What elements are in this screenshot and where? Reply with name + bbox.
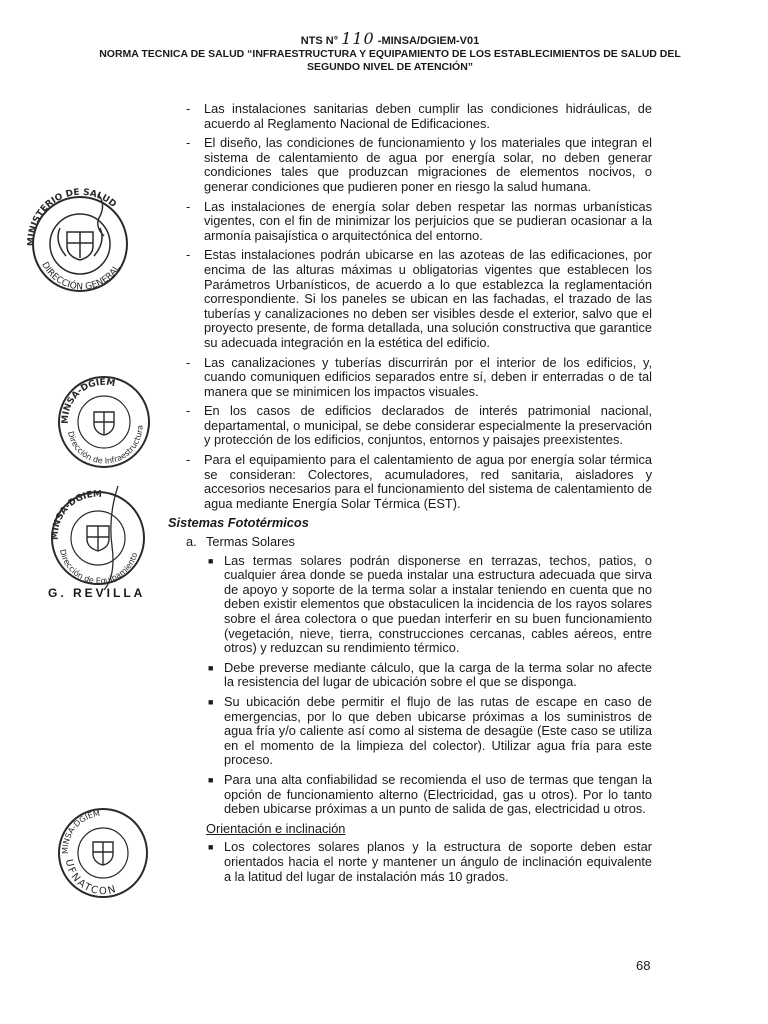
svg-text:MINSA-DGIEM — [51, 490, 102, 540]
document-body — [168, 101, 652, 889]
list-item-text: Debe preverse mediante cálculo, que la carga de la terma solar no afecte la resistencia del lugar de ubicación sobre el que se disponga. — [224, 659, 652, 690]
list-item-text: Estas instalaciones podrán ubicarse en las azoteas de las edificaciones, por encima de las alturas máximas u obligatorias vigentes que establecen los Parámetros Urbanísticos, de acuerdo a lo que establezca la reglamentación correspondiente. Si los paneles se ubican en las fachadas, el trazado de las tuberías y canalizaciones no deben ser visibles desde el exterior, salvo que el proyecto presente, de forma detallada, una solución constructiva que garantice su adecuada integración en la estética del edificio. — [204, 247, 652, 350]
coat-of-arms-icon — [94, 412, 114, 435]
document-header — [90, 29, 690, 74]
stamp2-bottom-text: Dirección de Infraestructura — [65, 424, 145, 466]
stamp1-bottom-text: DIRECCIÓN GENERAL — [39, 260, 123, 293]
page-number: 68 — [636, 958, 651, 973]
subsection-title: Termas Solares — [206, 534, 295, 550]
norm-code-suffix: -MINSA/DGIEM-V01 — [377, 35, 480, 47]
norm-code — [90, 29, 690, 48]
list-item: - Las instalaciones sanitarias deben cumplir las condiciones hidráulicas, de acuerdo al Reglamento Nacional de Edificaciones. — [186, 101, 652, 131]
list-item-text: En los casos de edificios declarados de interés patrimonial nacional, departamental, o municipal, se debe considerar especialmente la preservación y protección de los edificios, conjuntos, entornos y paisajes preexistentes. — [204, 403, 652, 448]
stamp1-top-text: MINISTERIO DE SALUD — [26, 188, 118, 247]
stamp3-top-text: MINSA-DGIEM — [50, 489, 102, 541]
orientation-heading: Orientación e inclinación — [206, 820, 346, 836]
ufnatcon-stamp — [54, 804, 152, 902]
svg-text:MINSA-DGIEM — [61, 809, 101, 854]
svg-text:UFNATCON — [63, 858, 119, 897]
list-item-text: Las instalaciones sanitarias deben cumplir las condiciones hidráulicas, de acuerdo al Reglamento Nacional de Edificaciones. — [204, 101, 652, 131]
list-item-text: Para el equipamiento para el calentamiento de agua por energía solar térmica se consideran: Colectores, acumuladores, red sanitaria, aisladores y accesorios necesarios para el funcionamiento del sistema de calentamiento de agua mediante Energía Solar Térmica (EST). — [204, 452, 652, 511]
norm-title: NORMA TECNICA DE SALUD “INFRAESTRUCTURA Y EQUIPAMIENTO DE LOS ESTABLECIMIENTOS DE SALUD DEL SEGUNDO NIVEL DE ATENCIÓN” — [99, 48, 681, 73]
list-item-text: Los colectores solares planos y la estructura de soporte deben estar orientados hacia el norte y mantener un ángulo de inclinación equivalente a la latitud del lugar de instalación más 10 grados. — [224, 839, 652, 884]
norm-code-number: 110 — [341, 29, 375, 48]
list-item-text: Para una alta confiabilidad se recomienda el uso de termas que tengan la opción de funcionamiento alterno (Electricidad, gas u otros). Por lo tanto deben ubicarse próximas a un punto de salida de gas, electricidad u otros. — [224, 771, 652, 817]
infrastructure-stamp — [54, 372, 154, 472]
list-item: ■ Debe preverse mediante cálculo, que la carga de la terma solar no afecte la resistencia del lugar de ubicación sobre el que se disponga. — [208, 659, 652, 690]
list-item: ■ Los colectores solares planos y la estructura de soporte deben estar orientados hacia el norte y mantener un ángulo de inclinación equivalente a la latitud del lugar de instalación más 10 grados. — [208, 839, 652, 884]
list-item: - El diseño, las condiciones de funcionamiento y los materiales que integran el sistema de calentamiento de agua por energía solar, no deben generar condiciones tales que produzcan migraciones de elementos nocivos, o generar condiciones que pudieren poner en riesgo la salud humana. — [186, 135, 652, 194]
stamp4-bottom-text: UFNATCON — [62, 858, 119, 898]
list-item: - Las canalizaciones y tuberías discurrirán por el interior de los edificios, y, cuando comuniquen edificios separados entre sí, deben ir enterradas o de tal manera que se minimicen los impactos visuales. — [186, 354, 652, 399]
list-item-text: Su ubicación debe permitir el flujo de las rutas de escape en caso de emergencias, por lo que deben ubicarse próximas a los suministros de agua fría y/o caliente así como al sistema de desagüe (Este caso se utiliza en el momento de la limpieza del colector). Utilizar agua fría para este proceso. — [224, 693, 652, 768]
norm-code-prefix: NTS N° — [300, 35, 339, 47]
stamp3-bottom-text: Dirección de Equipamiento — [57, 548, 140, 586]
list-item: - Estas instalaciones podrán ubicarse en las azoteas de las edificaciones, por encima de las alturas máximas u obligatorias vigentes que establecen los Parámetros Urbanísticos, de acuerdo a lo que establezca la reglamentación correspondiente. Si los paneles se ubican en las fachadas, el trazado de las tuberías y canalizaciones no deben ser visibles desde el exterior, salvo que el proyecto presente, de forma detallada, una solución constructiva que garantice su adecuada integración en la estética del edificio. — [186, 247, 652, 350]
section-title: Sistemas Fototérmicos — [168, 515, 309, 531]
list-item-text: El diseño, las condiciones de funcionamiento y los materiales que integran el sistema de calentamiento de agua por energía solar, no deben generar condiciones tales que produzcan migraciones de elementos nocivos, o generar condiciones que pudieren poner en riesgo la salud humana. — [204, 135, 652, 194]
list-item-text: Las canalizaciones y tuberías discurrirán por el interior de los edificios, y, cuando comuniquen edificios separados entre sí, deben ir enterradas o de tal manera que se minimicen los impactos visuales. — [204, 354, 652, 399]
equipment-stamp — [44, 486, 154, 590]
list-item-text: Las termas solares podrán disponerse en terrazas, techos, patios, o cualquier área donde se pueda instalar una estructura adecuada que sirva de apoyo y soporte de la terma solar a instalar teniendo en cuenta que no deben existir elementos que obstaculicen la incidencia de los rayos solares sobre el área colectora o que puedan interferir en su buen funcionamiento (vegetación, nieve, tierra, construcciones cercanas, cables aéreos, entre otros) y reduzcan su rendimiento térmico. — [224, 552, 652, 656]
list-item-text: Las instalaciones de energía solar deben respetar las normas urbanísticas vigentes, con el fin de minimizar los perjuicios que se pudieran ocasionar a la armonía paisajística o arquitectónica del entorno. — [204, 198, 652, 243]
coat-of-arms-icon — [93, 842, 113, 865]
signature-name: G. REVILLA — [48, 586, 146, 600]
list-item: ■ Las termas solares podrán disponerse en terrazas, techos, patios, o cualquier área donde se pueda instalar una estructura adecuada que sirva de apoyo y soporte de la terma solar a instalar teniendo en cuenta que no deben existir elementos que obstaculicen la incidencia de los rayos solares sobre el área colectora o que puedan interferir en su buen funcionamiento (vegetación, nieve, tierra, construcciones cercanas, cables aéreos, entre otros) y reduzcan su rendimiento térmico. — [208, 552, 652, 656]
list-item: - En los casos de edificios declarados de interés patrimonial nacional, departamental, o municipal, se debe considerar especialmente la preservación y protección de los edificios, conjuntos, entornos y paisajes preexistentes. — [186, 403, 652, 448]
subsection-label: a. — [186, 534, 197, 550]
ministry-seal-stamp — [20, 188, 144, 294]
list-item: - Para el equipamiento para el calentamiento de agua por energía solar térmica se consideran: Colectores, acumuladores, red sanitaria, aisladores y accesorios necesarios para el funcionamiento del sistema de calentamiento de agua mediante Energía Solar Térmica (EST). — [186, 452, 652, 511]
stamp2-top-text: MINSA-DGIEM — [60, 377, 116, 425]
list-item: ■ Para una alta confiabilidad se recomienda el uso de termas que tengan la opción de funcionamiento alterno (Electricidad, gas u otros). Por lo tanto deben ubicarse próximas a un punto de salida de gas, electricidad u otros. — [208, 771, 652, 817]
list-item: - Las instalaciones de energía solar deben respetar las normas urbanísticas vigentes, con el fin de minimizar los perjuicios que se pudieran ocasionar a la armonía paisajística o arquitectónica del entorno. — [186, 198, 652, 243]
coat-of-arms-icon — [58, 228, 102, 260]
svg-text:MINISTERIO DE SALUD — [27, 188, 118, 246]
list-item: ■ Su ubicación debe permitir el flujo de las rutas de escape en caso de emergencias, por lo que deben ubicarse próximas a los suministros de agua fría y/o caliente así como al sistema de desagüe (Este caso se utiliza en el momento de la limpieza del colector). Utilizar agua fría para este proceso. — [208, 693, 652, 768]
subsection-heading — [186, 535, 652, 550]
svg-text:Dirección de Equipamiento — [58, 548, 139, 585]
stamp4-top-text: MINSA-DGIEM — [60, 808, 101, 855]
svg-text:DIRECCIÓN GENERAL — [39, 261, 122, 293]
coat-of-arms-icon — [87, 526, 109, 551]
